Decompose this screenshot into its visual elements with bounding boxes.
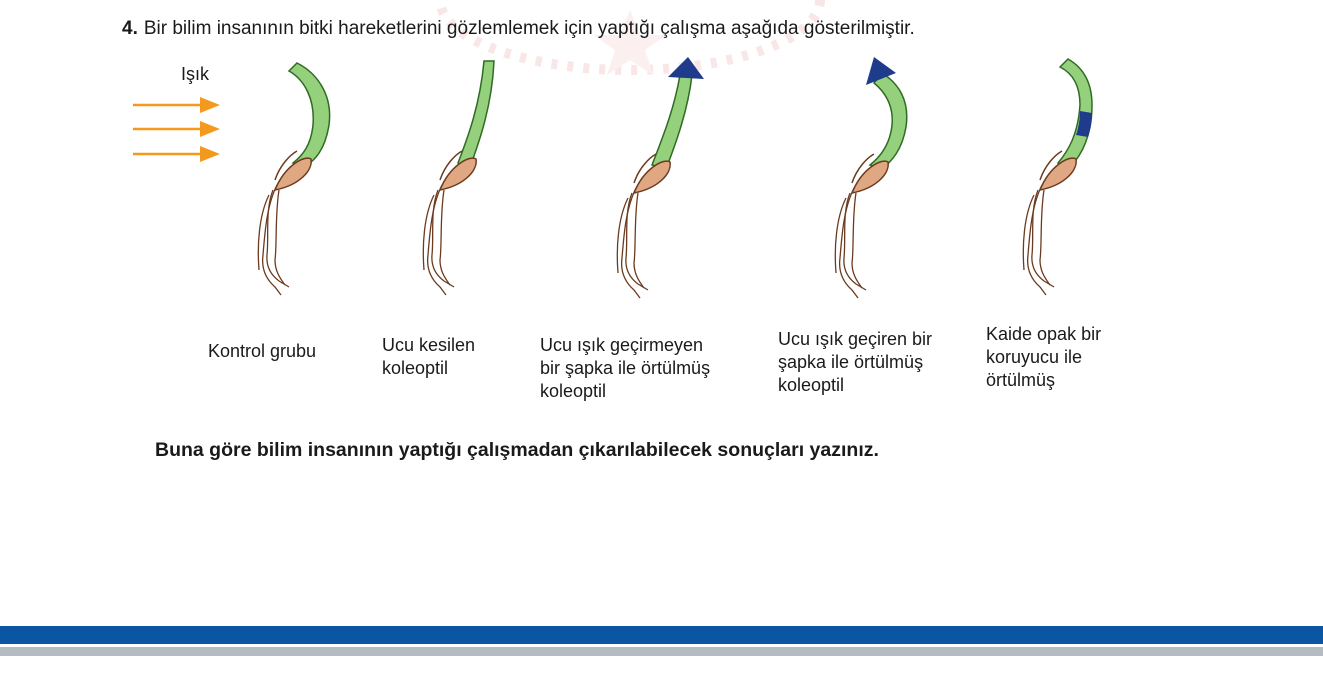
plant-opaque-cap <box>600 55 710 305</box>
light-label: Işık <box>181 64 210 84</box>
roots <box>835 188 866 298</box>
caption-tip-cut: Ucu kesilen koleoptil <box>382 335 476 378</box>
question-number: 4. <box>122 18 138 39</box>
question <box>122 18 915 40</box>
coleoptile <box>652 75 692 169</box>
caption-control: Kontrol grubu <box>208 341 317 361</box>
question-text: Bir bilim insanının bitki hareketlerini gözlemlemek için yaptığı çalışma aşağıda gösterilmiştir. <box>143 18 915 39</box>
caption-transparent-cap: Ucu ışık geçiren bir şapka ile örtülmüş koleoptil <box>778 329 933 395</box>
plant-control <box>245 55 345 305</box>
plant-tip-cut <box>410 55 510 305</box>
footer-stripe <box>0 647 1323 656</box>
roots <box>258 185 289 295</box>
footer-bar <box>0 626 1323 644</box>
caption-base-covered: Kaide opak bir koruyucu ile örtülmüş <box>986 324 1102 390</box>
coleoptile <box>870 73 907 169</box>
coleoptile <box>458 61 494 167</box>
caption-opaque-cap: Ucu ışık geçirmeyen bir şapka ile örtülmüş koleoptil <box>540 335 711 401</box>
opaque-cap <box>668 57 704 79</box>
light-arrows <box>130 92 225 162</box>
plant-transparent-cap <box>820 55 930 305</box>
conclusion-prompt: Buna göre bilim insanının yaptığı çalışmadan çıkarılabilecek sonuçları yazınız. <box>155 439 879 461</box>
roots <box>423 185 454 295</box>
roots <box>617 188 648 298</box>
plant-base-covered <box>1010 55 1110 305</box>
roots <box>1023 185 1054 295</box>
